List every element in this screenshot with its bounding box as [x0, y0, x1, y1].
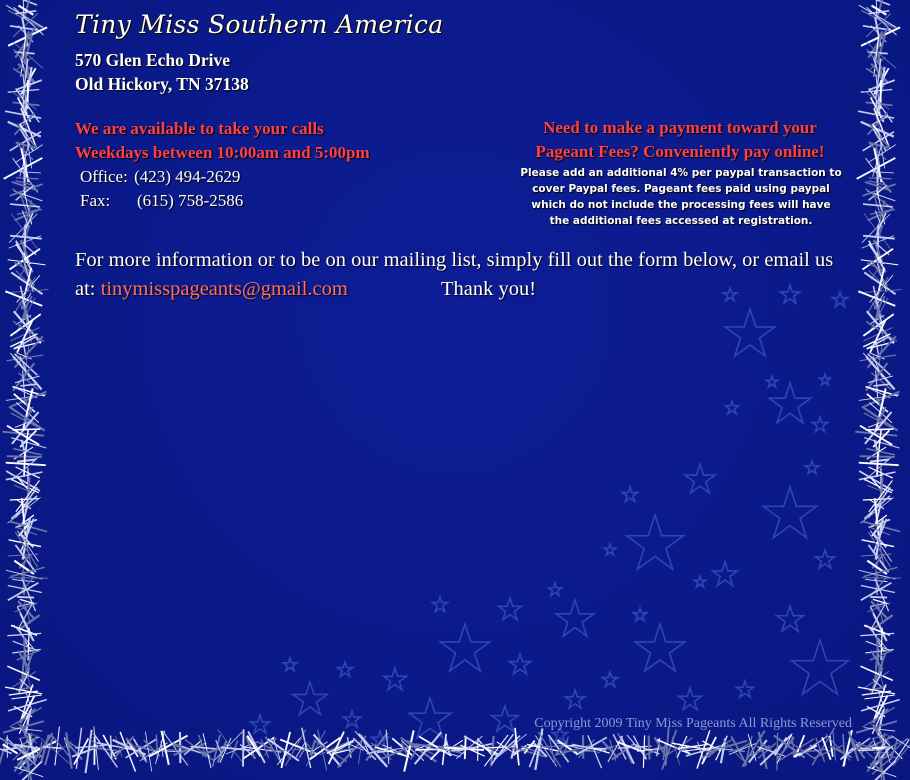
office-label: Office:	[80, 167, 128, 186]
star-shape	[283, 658, 296, 671]
star-shape	[791, 640, 848, 694]
star-shape	[633, 608, 646, 621]
star-shape	[769, 383, 811, 423]
garland-border-right	[848, 0, 910, 780]
star-shape	[812, 417, 827, 431]
payment-heading-line-1: Need to make a payment toward your	[543, 118, 817, 137]
star-shape	[565, 690, 584, 708]
fax-phone	[80, 191, 243, 211]
info-text: For more information or to be on our mailing list, simply fill out the form below, or email us at:	[75, 249, 834, 300]
star-shape	[622, 487, 637, 501]
availability-line-2: Weekdays between 10:00am and 5:00pm	[75, 143, 370, 162]
star-shape	[432, 597, 447, 611]
payment-heading-line-2: Pageant Fees? Conveniently pay online!	[535, 142, 825, 161]
star-shape	[604, 544, 615, 555]
email-link[interactable]: tinymisspageants@gmail.com	[100, 278, 348, 300]
address-line-2: Old Hickory, TN 37138	[75, 74, 249, 94]
office-phone	[80, 167, 240, 187]
star-shape	[384, 668, 407, 690]
star-shape	[725, 401, 738, 414]
fax-label: Fax:	[80, 191, 111, 210]
star-shape	[777, 606, 804, 631]
star-shape	[713, 562, 738, 586]
star-shape	[337, 662, 352, 676]
star-shape	[815, 550, 834, 568]
star-shape	[679, 688, 702, 710]
star-shape	[602, 672, 617, 686]
star-shape	[635, 624, 684, 671]
payment-note: Please add an additional 4% per paypal transaction to cover Paypal fees. Pageant fees paid using paypal which do not include the processing fees will have the additional fees accessed at registration.	[520, 167, 842, 227]
star-shape	[725, 309, 774, 356]
star-shape	[694, 576, 705, 587]
star-shape	[736, 681, 753, 697]
site-title: Tiny Miss Southern America	[75, 10, 444, 39]
garland-border-left	[0, 0, 52, 780]
star-shape	[556, 600, 594, 636]
star-shape	[819, 374, 830, 385]
star-shape	[293, 682, 327, 715]
star-shape	[626, 515, 683, 569]
office-number: (423) 494-2629	[134, 167, 241, 186]
star-shape	[548, 583, 561, 596]
star-shape	[510, 654, 531, 674]
star-shape	[685, 464, 715, 493]
star-shape	[440, 624, 489, 671]
star-shape	[763, 487, 816, 538]
copyright-text: Copyright 2009 Tiny Miss Pageants All Rights Reserved	[534, 716, 852, 731]
thank-you-text: Thank you!	[440, 278, 537, 300]
star-shape	[805, 461, 818, 474]
address-line-1: 570 Glen Echo Drive	[75, 50, 231, 70]
payment-heading	[515, 116, 845, 164]
star-shape	[499, 598, 522, 620]
mailing-list-info	[75, 246, 855, 304]
availability-line-1: We are available to take your calls	[75, 119, 324, 138]
fax-number: (615) 758-2586	[137, 191, 244, 210]
star-shape	[766, 376, 777, 387]
